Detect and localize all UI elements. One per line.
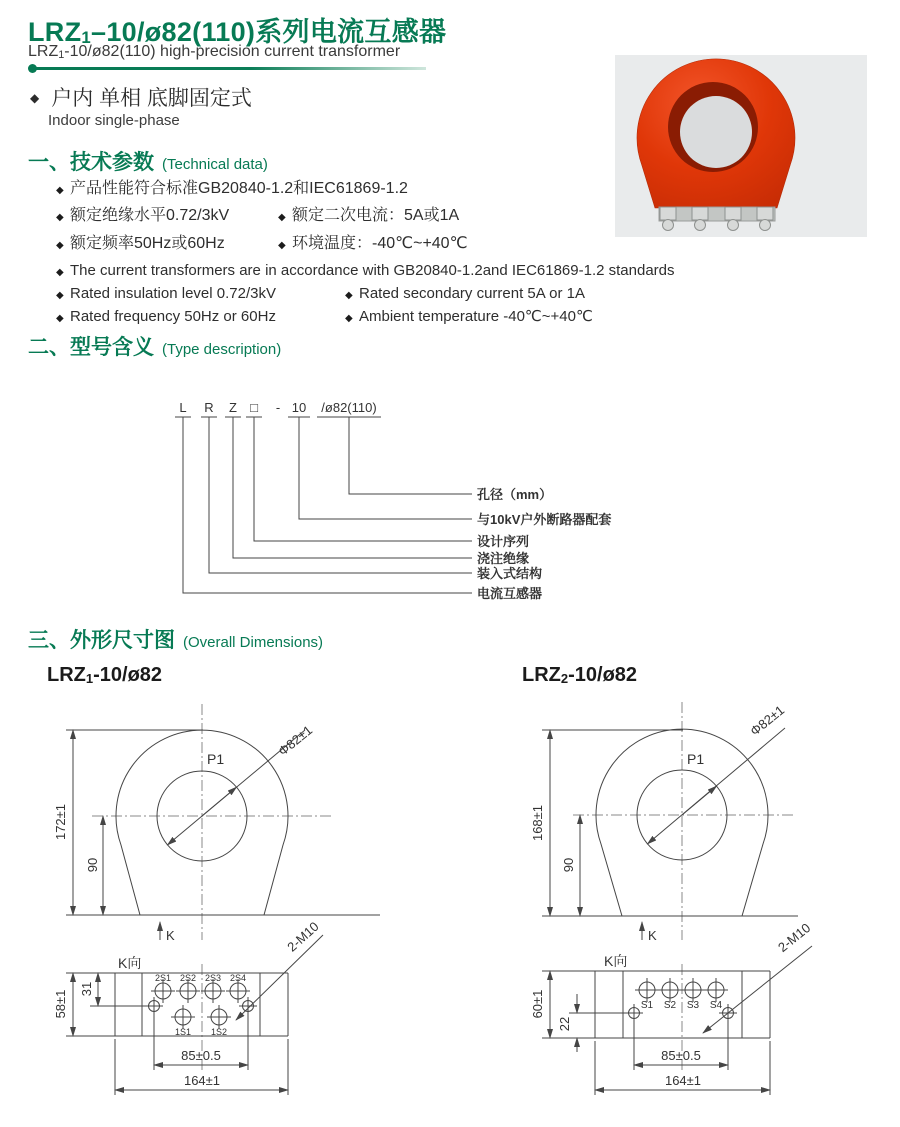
label-p1: P1 bbox=[687, 751, 705, 767]
dim-height: 168±1 bbox=[530, 804, 545, 842]
product-type-line bbox=[30, 82, 252, 112]
terminal-2s4: 2S4 bbox=[229, 973, 247, 983]
terminal-1s1: 1S1 bbox=[174, 1027, 192, 1037]
dim-base-width: 164±1 bbox=[183, 1073, 221, 1088]
page-subtitle: LRZ1-10/ø82(110) high-precision current transformer bbox=[28, 43, 401, 61]
type-leader-lines bbox=[183, 417, 472, 593]
terminal-2s3: 2S3 bbox=[204, 973, 222, 983]
svg-text:装入式结构: 装入式结构 bbox=[477, 566, 543, 581]
terminal-2s1: 2S1 bbox=[154, 973, 172, 983]
label-bolt-spec: 2-M10 bbox=[284, 918, 322, 955]
diamond-bullet-icon: ◆ bbox=[56, 290, 64, 301]
section-technical-heading: 一、技术参数 (Technical data) bbox=[28, 151, 268, 174]
svg-text:设计序列: 设计序列 bbox=[477, 534, 530, 549]
dim-base-height: 60±1 bbox=[530, 989, 545, 1019]
dim-height: 172±1 bbox=[53, 803, 68, 841]
section-type-heading: 二、型号含义 (Type description) bbox=[28, 336, 282, 359]
title-subscript: 1 bbox=[81, 28, 91, 47]
dim-hole-span: 85±0.5 bbox=[181, 1048, 221, 1063]
divider-line bbox=[34, 67, 426, 70]
drawing-title-lrz1: LRZ1-10/ø82 bbox=[47, 664, 163, 686]
svg-text:电流互感器: 电流互感器 bbox=[477, 586, 543, 601]
diamond-bullet-icon: ◆ bbox=[56, 185, 64, 196]
svg-text:10: 10 bbox=[291, 400, 307, 415]
diamond-bullet-icon: ◆ bbox=[56, 313, 64, 324]
list-item: ◆ 产品性能符合标准GB20840-1.2和IEC61869-1.2 bbox=[56, 178, 408, 200]
svg-text:-: - bbox=[275, 400, 281, 415]
svg-text:浇注绝缘: 浇注绝缘 bbox=[477, 551, 530, 566]
diamond-bullet-icon: ◆ bbox=[345, 290, 353, 301]
type-code-tokens bbox=[179, 400, 376, 415]
dim-base-width: 164±1 bbox=[664, 1073, 702, 1088]
dim-base-height: 58±1 bbox=[53, 989, 68, 1019]
type-designation-diagram bbox=[150, 386, 710, 623]
svg-text:R: R bbox=[204, 400, 214, 415]
label-k-view: K向 bbox=[604, 953, 628, 969]
label-k: K bbox=[166, 928, 175, 943]
svg-text:孔径（mm）: 孔径（mm） bbox=[477, 487, 553, 502]
diamond-bullet-icon: ◆ bbox=[56, 240, 64, 251]
diamond-bullet-icon: ◆ bbox=[30, 91, 40, 105]
dimension-drawing-lrz2 bbox=[480, 688, 900, 1127]
label-k: K bbox=[648, 928, 657, 943]
green-divider bbox=[28, 64, 428, 74]
drawing-title-lrz2: LRZ2-10/ø82 bbox=[522, 664, 638, 686]
section-dimensions-heading: 三、外形尺寸图 (Overall Dimensions) bbox=[28, 629, 324, 652]
list-item: ◆ 额定绝缘水平0.72/3kV ◆ 额定二次电流：5A或1A bbox=[56, 205, 459, 227]
title-prefix: LRZ bbox=[28, 17, 82, 47]
svg-text:L: L bbox=[179, 400, 187, 415]
svg-text:与10kV户外断路器配套: 与10kV户外断路器配套 bbox=[477, 512, 612, 527]
svg-text:/ø82(110): /ø82(110) bbox=[321, 400, 377, 415]
dim-row-offset: 22 bbox=[557, 1016, 572, 1032]
terminal-s4: S4 bbox=[709, 1000, 723, 1011]
terminal-s3: S3 bbox=[686, 1000, 700, 1011]
terminal-s1: S1 bbox=[640, 1000, 654, 1011]
list-item: ◆ The current transformers are in accordance with GB20840-1.2and IEC61869-1.2 standards bbox=[56, 260, 675, 281]
diamond-bullet-icon: ◆ bbox=[278, 212, 286, 223]
label-k-view: K向 bbox=[118, 955, 142, 971]
product-type-zh: 户内 单相 底脚固定式 bbox=[51, 87, 252, 110]
title-rest: –10/ø82(110)系列电流互感器 bbox=[91, 17, 447, 47]
dim-hole-diameter: Φ82±1 bbox=[275, 722, 316, 759]
diamond-bullet-icon: ◆ bbox=[345, 313, 353, 324]
list-item: ◆ Rated insulation level 0.72/3kV ◆ Rated secondary current 5A or 1A bbox=[56, 283, 585, 304]
dim-hole-span: 85±0.5 bbox=[661, 1048, 701, 1063]
list-item: ◆ 额定频率50Hz或60Hz ◆ 环境温度：-40℃~+40℃ bbox=[56, 233, 468, 255]
diamond-bullet-icon: ◆ bbox=[56, 212, 64, 223]
diamond-bullet-icon: ◆ bbox=[278, 240, 286, 251]
terminal-1s2: 1S2 bbox=[210, 1027, 228, 1037]
product-type-en: Indoor single-phase bbox=[48, 112, 180, 129]
list-item: ◆ Rated frequency 50Hz or 60Hz ◆ Ambient temperature -40℃~+40℃ bbox=[56, 306, 593, 327]
terminal-2s2: 2S2 bbox=[179, 973, 197, 983]
dim-row-offset: 31 bbox=[79, 981, 94, 997]
dim-hole-diameter: Φ82±1 bbox=[747, 702, 788, 739]
terminal-s2: S2 bbox=[663, 1000, 677, 1011]
svg-text:□: □ bbox=[250, 400, 258, 415]
product-photo-svg bbox=[615, 55, 867, 237]
dimension-drawing-lrz1 bbox=[40, 688, 470, 1127]
type-code-labels bbox=[477, 487, 611, 601]
label-p1: P1 bbox=[207, 751, 225, 767]
label-bolt-spec: 2-M10 bbox=[775, 920, 814, 955]
diamond-bullet-icon: ◆ bbox=[56, 267, 64, 278]
svg-text:Z: Z bbox=[229, 400, 237, 415]
transformer-hole bbox=[680, 96, 752, 168]
dim-center-height: 90 bbox=[85, 857, 100, 873]
product-photo bbox=[615, 55, 867, 242]
dim-center-height: 90 bbox=[561, 857, 576, 873]
